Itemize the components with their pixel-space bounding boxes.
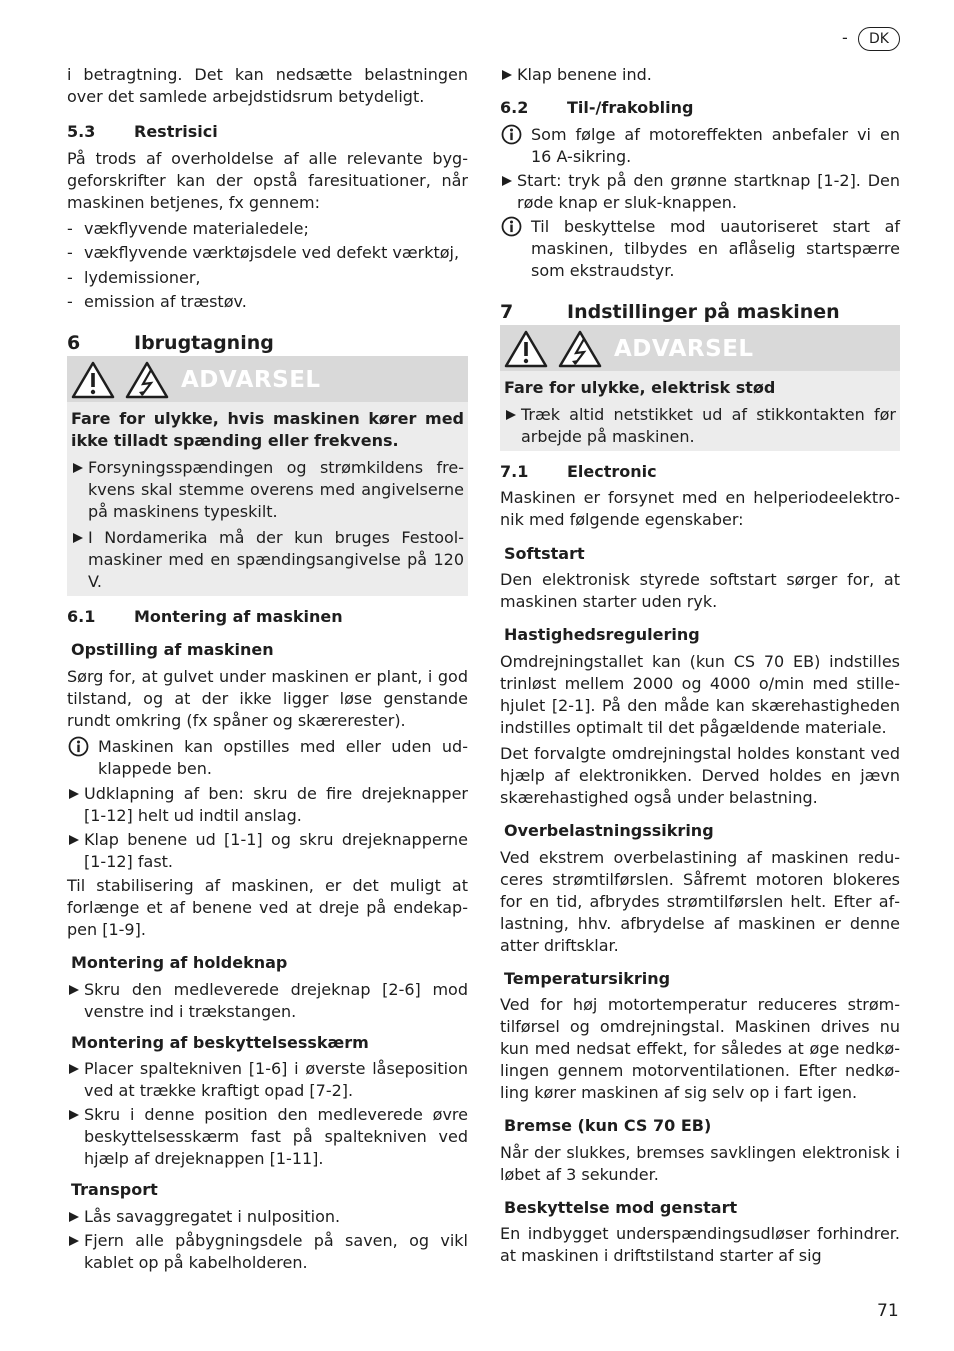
section-number: 6.2 <box>500 98 529 117</box>
warning-bullet: I Nordamerika må der kun bruges Festool-maskiner med en spændingsangivelse på 120 V. <box>71 527 464 593</box>
bullet-arrow-icon <box>69 1236 79 1246</box>
list-item: - vækflyvende materialedele; <box>67 219 309 238</box>
section-number: 7.1 <box>500 462 529 481</box>
bullet-arrow-icon <box>502 176 512 186</box>
electric-shock-icon <box>125 361 169 399</box>
subheading-holdeknap: Montering af holdeknap <box>71 953 288 972</box>
bullet-arrow-icon <box>502 70 512 80</box>
section-title: Restrisici <box>134 122 218 141</box>
intro-text: i betragtning. Det kan nedsætte belastningen over det samlede arbejdstidsrum betydeligt. <box>67 65 468 106</box>
bullet-arrow-icon <box>73 463 83 473</box>
bullet-arrow-icon <box>69 789 79 799</box>
bullet-arrow-icon <box>69 985 79 995</box>
warning-triangle-icon <box>71 361 115 399</box>
section-title: Ibrugtagning <box>134 332 274 354</box>
subheading-softstart: Softstart <box>504 544 585 563</box>
bullet-arrow-icon <box>73 533 83 543</box>
section-number: 6.1 <box>67 607 96 626</box>
electric-shock-icon <box>558 330 602 368</box>
opstilling-text: Sørg for, at gulvet under maskinen er plant, i god tilstand, og at der ikke ligger løse genstande rundt omkring (fx spåner og skærerester). <box>67 667 468 730</box>
subheading-bremse: Bremse (kun CS 70 EB) <box>504 1116 712 1135</box>
bullet-arrow-icon <box>69 1064 79 1074</box>
header-dash: - <box>842 28 848 47</box>
list-item: Klap benene ud [1-1] og skru drejeknapperne [1-12] fast. <box>67 829 468 873</box>
bullet-arrow-icon <box>69 1110 79 1120</box>
bullet-arrow-icon <box>69 835 79 845</box>
genstart-text: En indbygget underspændingsudløser forhindrer. at maskinen i driftstilstand starter af sig <box>500 1224 900 1265</box>
warning-bullet: Træk altid netstikket ud af stikkontakten før arbejde på maskinen. <box>504 404 896 448</box>
warning-header <box>500 325 900 371</box>
info-note: Til beskyttelse mod uautoriseret start af maskinen, tilbydes en aflåselig startspærre som ekstraudstyr. <box>500 216 900 282</box>
subheading-opstilling: Opstilling af maskinen <box>71 640 274 659</box>
info-icon <box>501 216 522 237</box>
section-title: Electronic <box>567 462 657 481</box>
list-item: Start: tryk på den grønne startknap [1-2]. Den røde knap er sluk-knappen. <box>500 170 900 214</box>
list-item: Fjern alle påbygningsdele på saven, og vikl kablet op på kabelholderen. <box>67 1230 468 1274</box>
bullet-arrow-icon <box>506 410 516 420</box>
list-item: - emission af træstøv. <box>67 292 247 311</box>
list-item: - vækflyvende værktøjsdele ved defekt værktøj, <box>67 243 460 262</box>
electronic-text: Maskinen er forsynet med en helperiodeelektronik med følgende egenskaber: <box>500 488 900 529</box>
subheading-temperatursikring: Temperatursikring <box>504 969 671 988</box>
list-item: Skru den medleverede drejeknap [2-6] mod venstre ind i trækstangen. <box>67 979 468 1023</box>
page-number: 71 <box>877 1301 899 1321</box>
subheading-beskyttelsesskaerm: Montering af beskyttelsesskærm <box>71 1033 369 1052</box>
warning-box <box>67 356 468 596</box>
warning-bullet: Forsyningsspændingen og strømkildens frekvens skal stemme overens med angivelserne på maskinens typeskilt. <box>71 457 464 523</box>
warning-header <box>67 356 468 402</box>
subheading-overbelastningssikring: Overbelastningssikring <box>504 821 714 840</box>
bullet-arrow-icon <box>69 1212 79 1222</box>
hastighed-text-1: Omdrejningstallet kan (kun CS 70 EB) indstilles trinløst mellem 2000 og 4000 o/min med stillehjulet [2-1]. På den måde kan skærehastigheden indstilles optimalt til det pågældende materiale. <box>500 652 900 737</box>
temperatur-text: Ved for høj motortemperatur reduceres strømtilførsel og omdrejningstal. Maskinen drives nu kun med nedsat effekt, for således at øge nedkølingen gennem motorventilationen. Efter nedkøling kører maskinen af sig selv op i fart igen. <box>500 995 900 1102</box>
list-item: Placer spaltekniven [1-6] i øverste låseposition ved at trække kraftigt opad [7-2]. <box>67 1058 468 1102</box>
hastighed-text-2: Det forvalgte omdrejningstal holdes konstant ved hjælp af elektronikken. Derved holdes en jævn skærehastighed også under belastning. <box>500 744 900 807</box>
warning-box <box>500 325 900 451</box>
softstart-text: Den elektronisk styrede softstart sørger for, at maskinen starter uden ryk. <box>500 570 900 611</box>
warning-text: Fare for ulykke, hvis maskinen kører med ikke tilladt spænding eller frekvens. <box>71 409 464 450</box>
subheading-hastighedsregulering: Hastighedsregulering <box>504 625 700 644</box>
info-note: Som følge af motoreffekten anbefaler vi en 16 A-sikring. <box>500 124 900 168</box>
warning-text: Fare for ulykke, elektrisk stød <box>504 378 776 397</box>
subheading-transport: Transport <box>71 1180 158 1199</box>
restrisici-text: På trods af overholdelse af alle relevante byggeforskrifter kan der opstå faresituationer, når maskinen betjenes, fx gennem: <box>67 149 468 212</box>
section-number: 7 <box>500 301 514 323</box>
section-title: Indstillinger på maskinen <box>567 301 840 323</box>
list-item: Klap benene ind. <box>500 64 900 86</box>
section-title: Montering af maskinen <box>134 607 343 626</box>
info-icon <box>501 124 522 145</box>
info-note: Maskinen kan opstilles med eller uden udklappede ben. <box>67 736 468 780</box>
bremse-text: Når der slukkes, bremses savklingen elektronisk i løbet af 3 sekunder. <box>500 1143 900 1184</box>
warning-label: ADVARSEL <box>181 367 321 393</box>
list-item: - lydemissioner, <box>67 268 201 287</box>
section-title: Til-/frakobling <box>567 98 694 117</box>
stabilisering-text: Til stabilisering af maskinen, er det muligt at forlænge et af benene ved at dreje på endekappen [1-9]. <box>67 876 468 939</box>
warning-triangle-icon <box>504 330 548 368</box>
warning-label: ADVARSEL <box>614 336 754 362</box>
list-item: Lås savaggregatet i nulposition. <box>67 1206 468 1228</box>
section-number: 5.3 <box>67 122 96 141</box>
info-icon <box>68 736 89 757</box>
list-item: Skru i denne position den medleverede øvre beskyttelsesskærm fast på spaltekniven ved hjælp af drejeknappen [1-11]. <box>67 1104 468 1170</box>
list-item: Udklapning af ben: skru de fire drejeknapper [1-12] helt ud indtil anslag. <box>67 783 468 827</box>
overbelastning-text: Ved ekstrem overbelastining af maskinen reduceres strømtilførslen. Såfremt motoren blokeres for en tid, afbrydes strømtilførslen helt. Efter aflastning, hhv. afbrydelse af maskinen er denne atter driftsklar. <box>500 848 900 955</box>
section-number: 6 <box>67 332 81 354</box>
subheading-genstart: Beskyttelse mod genstart <box>504 1198 738 1217</box>
language-badge: DK <box>858 27 900 51</box>
